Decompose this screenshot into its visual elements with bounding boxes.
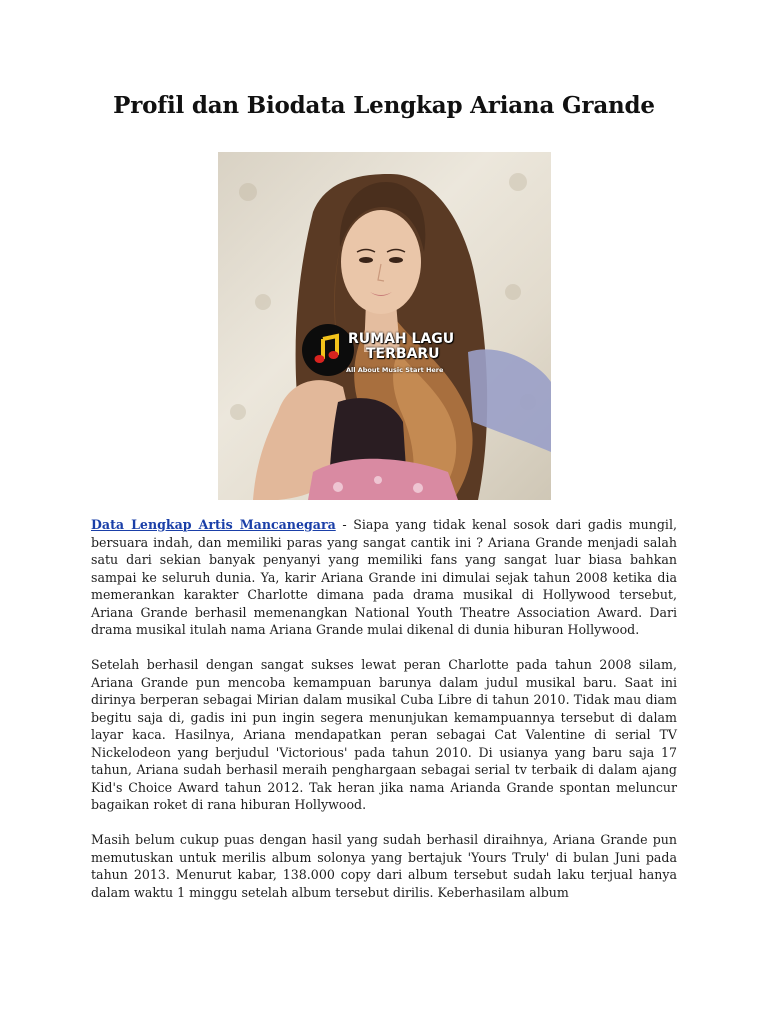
paragraph-3: Masih belum cukup puas dengan hasil yang sudah berhasil diraihnya, Ariana Grande pun memutuskan untuk merilis album solonya yang bertajuk 'Yours Truly' di bulan Juni pada tahun 2013. Menurut kabar, 138.000 copy dari album tersebut sudah laku terjual hanya dalam waktu 1 minggu setelah album tersebut dirilis. Keberhasilam album <box>91 832 677 900</box>
paragraph-2: Setelah berhasil dengan sangat sukses lewat peran Charlotte pada tahun 2008 silam, Ariana Grande pun mencoba kemampuan barunya dalam judul musikal baru. Saat ini dirinya berperan sebagai Mirian dalam musikal Cuba Libre di tahun 2010. Tidak mau diam begitu saja di, gadis ini pun ingin segera menunjukan kemampuannya tersebut di dalam layar kaca. Hasilnya, Ariana mendapatkan peran sebagai Cat Valentine di serial TV Nickelodeon yang berjudul 'Victorious' pada tahun 2010. Di usianya yang baru saja 17 tahun, Ariana sudah berhasil meraih penghargaan sebagai serial tv terbaik di dalam ajang Kid's Choice Award tahun 2012. Tak heran jika nama Arianda Grande spontan meluncur bagaikan roket di rana hiburan Hollywood. <box>91 657 677 812</box>
paragraph-1-text: - Siapa yang tidak kenal sosok dari gadis mungil, bersuara indah, dan memiliki paras yang sangat cantik ini ? Ariana Grande menjadi salah satu dari sekian banyak penyanyi yang memiliki fans yang sangat luar biasa bahkan sampai ke seluruh dunia. Ya, karir Ariana Grande ini dimulai sejak tahun 2008 ketika dia memerankan karakter Charlotte dimana pada drama musikal di Hollywood tersebut, Ariana Grande berhasil memenangkan National Youth Theatre Association Award. Dari drama musikal itulah nama Ariana Grande mulai dikenal di dunia hiburan Hollywood. <box>91 517 677 637</box>
logo-line-2: TERBARU <box>366 346 440 362</box>
page-title: Profil dan Biodata Lengkap Ariana Grande <box>113 92 655 119</box>
logo-tagline: All About Music Start Here <box>346 366 444 374</box>
music-note-icon <box>311 333 345 367</box>
logo-wordmark <box>348 332 454 362</box>
category-link[interactable]: Data Lengkap Artis Mancanegara <box>91 517 336 532</box>
paragraph-1 <box>91 516 677 639</box>
portrait-illustration <box>218 152 551 500</box>
article-photo <box>218 152 551 500</box>
article-body <box>91 516 677 919</box>
logo-line-1: RUMAH LAGU <box>348 331 455 347</box>
